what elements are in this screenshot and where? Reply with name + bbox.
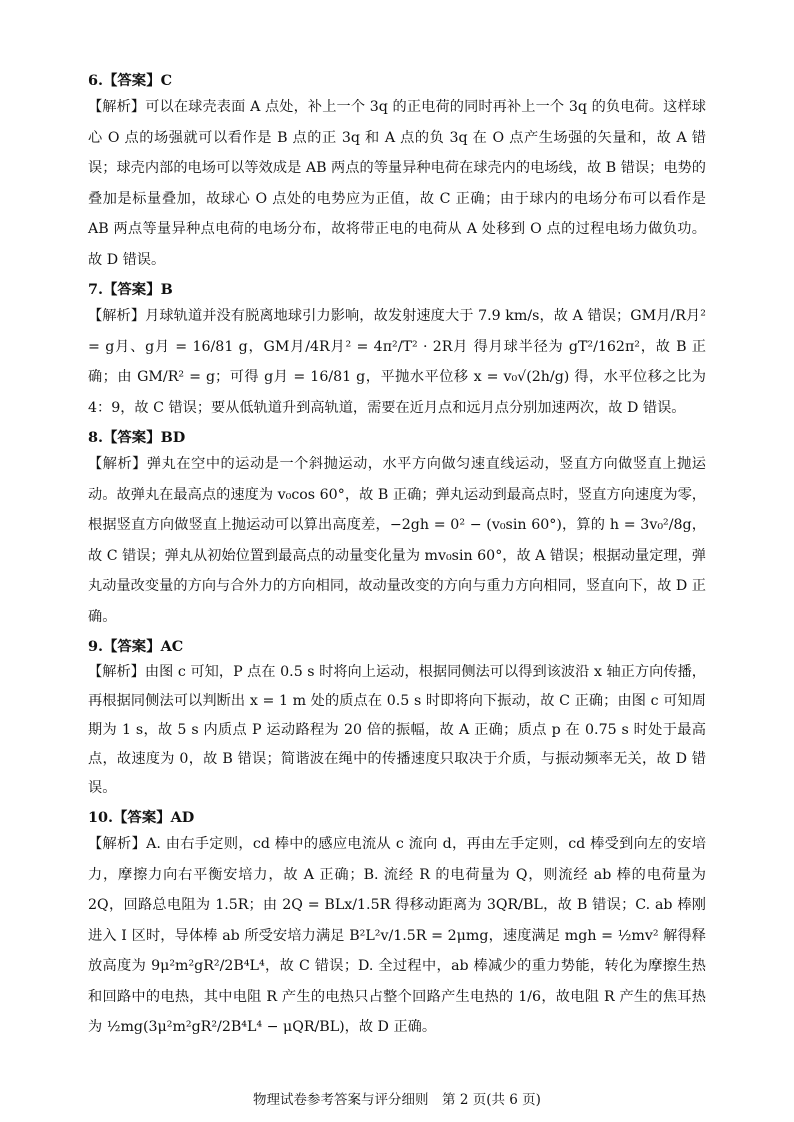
analysis-text: 【解析】可以在球壳表面 A 点处，补上一个 3q 的正电荷的同时再补上一个 3q 的负电荷。这样球心 O 点的场强就可以看作是 B 点的正 3q 和 A 点的负 3q 在 O 点产生场强的矢量和，故 A 错误；球壳内部的电场可以等效成是 AB 两点的等量异种电荷在球壳内的电场线，故 B 错误；电势的叠加是标量叠加，故球心 O 点处的电势应为正值，故 C 正确；由于球内的电场分布可以看作是 AB 两点等量异种点电荷的电场分布，故将带正电的电荷从 A 处移到 O 点的过程电场力做负功。故 D 错误。	[88, 99, 706, 268]
page-footer: 物理试卷参考答案与评分细则 第 2 页(共 6 页)	[253, 1092, 541, 1108]
answer-line: 7.【答案】B	[88, 281, 173, 298]
analysis-text: 【解析】弹丸在空中的运动是一个斜抛运动，水平方向做匀速直线运动，竖直方向做竖直上抛运动。故弹丸在最高点的速度为 v₀cos 60°，故 B 正确；弹丸运动到最高点时，竖直方向速度为零，根据竖直方向做竖直上抛运动可以算出高度差，−2gh = 0² − (v₀sin 60°)，算的 h = 3v₀²/8g，故 C 错误；弹丸从初始位置到最高点的动量变化量为 mv₀sin 60°，故 A 错误；根据动量定理，弹丸动量改变量的方向与合外力的方向相同，故动量改变的方向与重力方向相同，竖直向下，故 D 正确。	[88, 456, 706, 625]
analysis-text: 【解析】A. 由右手定则，cd 棒中的感应电流从 c 流向 d，再由左手定则，cd 棒受到向左的安培力，摩擦力向右平衡安培力，故 A 正确；B. 流经 R 的电荷量为 Q，则流经 ab 棒的电荷量为 2Q，回路总电阻为 1.5R；由 2Q = BLx/1.5R 得移动距离为 3QR/BL，故 B 错误；C. ab 棒刚进入 Ⅰ 区时，导体棒 ab 所受安培力满足 B²L²v/1.5R = 2μmg，速度满足 mgh = ½mv² 解得释放高度为 9μ²m²gR²/2B⁴L⁴，故 C 错误；D. 全过程中，ab 棒减少的重力势能，转化为摩擦生热和回路中的电热，其中电阻 R 产生的电热只占整个回路产生电热的 1/6，故电阻 R 产生的焦耳热为 ½mg(3μ²m²gR²/2B⁴L⁴ − μQR/BL)，故 D 正确。	[88, 836, 706, 1035]
answer-line: 9.【答案】AC	[88, 638, 184, 655]
question-7	[88, 279, 706, 423]
question-9	[88, 636, 706, 803]
question-8	[88, 427, 706, 632]
answer-line: 10.【答案】AD	[88, 809, 195, 826]
question-10	[88, 807, 706, 1043]
question-6	[88, 70, 706, 275]
analysis-text: 【解析】由图 c 可知，P 点在 0.5 s 时将向上运动，根据同侧法可以得到该波沿 x 轴正方向传播，再根据同侧法可以判断出 x = 1 m 处的质点在 0.5 s 时即将向下振动，故 C 正确；由图 c 可知周期为 1 s，故 5 s 内质点 P 运动路程为 20 倍的振幅，故 A 正确；质点 p 在 0.75 s 时处于最高点，故速度为 0，故 B 错误；简谐波在绳中的传播速度只取决于介质，与振动频率无关，故 D 错误。	[88, 664, 706, 796]
analysis-text: 【解析】月球轨道并没有脱离地球引力影响，故发射速度大于 7.9 km/s，故 A 错误；GM月/R月² = g月、g月 = 16/81 g，GM月/4R月² = 4π²/T² · 2R月 得月球半径为 gT²/162π²，故 B 正确；由 GM/R² = g；可得 g月 = 16/81 g，平抛水平位移 x = v₀√(2h/g) 得，水平位移之比为 4：9，故 C 错误；要从低轨道升到高轨道，需要在近月点和远月点分别加速两次，故 D 错误。	[88, 308, 706, 416]
answer-line: 6.【答案】C	[88, 72, 173, 89]
answer-line: 8.【答案】BD	[88, 429, 186, 446]
